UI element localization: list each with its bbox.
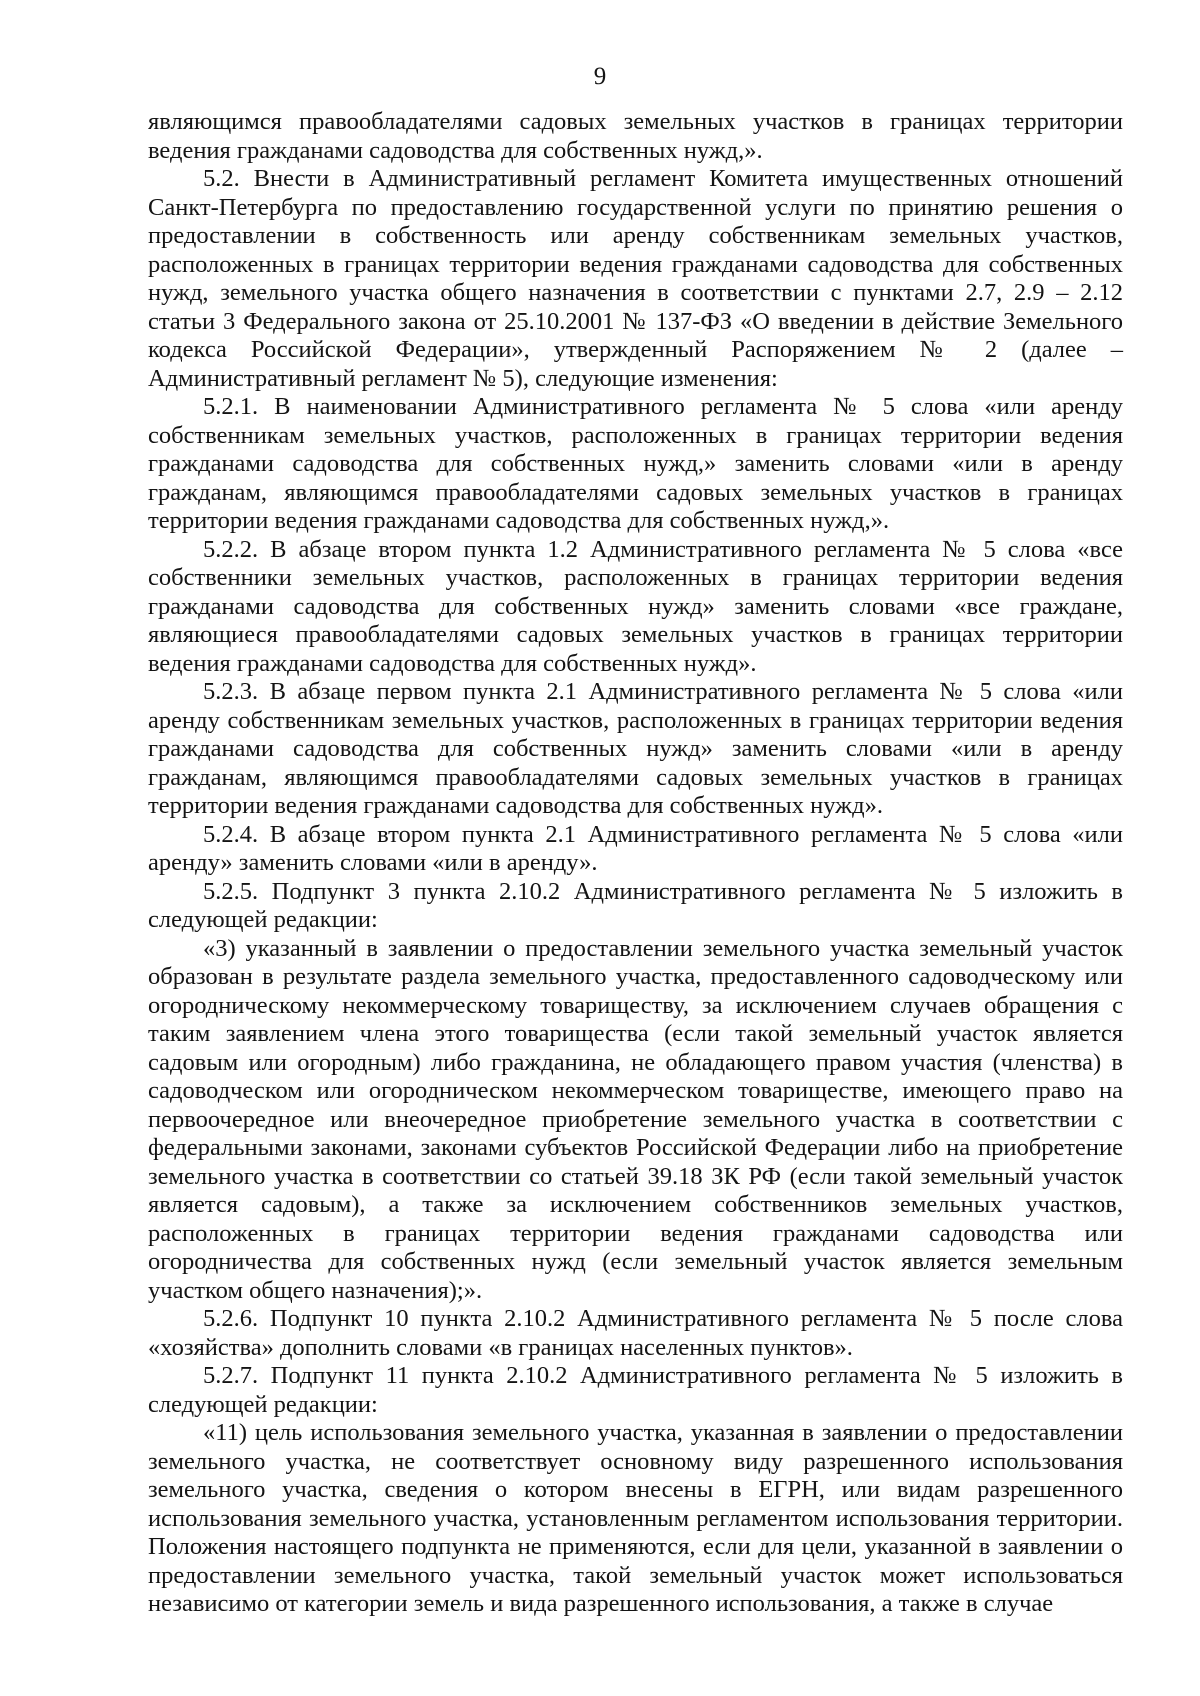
quoted-subparagraph-3: «3) указанный в заявлении о предоставлении земельного участка земельный участок образован в результате раздела земельного участка, предоставленного садоводческому или огородническому некоммерческому товариществу, за исключением случаев обращения с таким заявлением члена этого товарищества (если такой земельный участок является садовым или огородным) либо гражданина, не обладающего правом участия (членства) в садоводческом или огородническом некоммерческом товариществе, имеющего право на первоочередное или внеочередное приобретение земельного участка в соответствии с федеральными законами, законами субъектов Российской Федерации либо на приобретение земельного участка в соответствии со статьей 39.18 ЗК РФ (если такой земельный участок является садовым), а также за исключением собственников земельных участков, расположенных в границах территории ведения гражданами садоводства или огородничества для собственных нужд (если земельный участок является земельным участком общего назначения);». [148,934,1123,1304]
paragraph-5-2-6: 5.2.6. Подпункт 10 пункта 2.10.2 Административного регламента № 5 после слова «хозяйства» дополнить словами «в границах населенных пунктов». [148,1305,1123,1361]
paragraph-5-2-5: 5.2.5. Подпункт 3 пункта 2.10.2 Административного регламента № 5 изложить в следующей редакции: [148,877,1123,933]
paragraph-5-2: 5.2. Внести в Административный регламент Комитета имущественных отношений Санкт-Петербурга по предоставлению государственной услуги по принятию решения о предоставлении в собственность или аренду собственникам земельных участков, расположенных в границах территории ведения гражданами садоводства для собственных нужд, земельного участка общего назначения в соответствии с пунктами 2.7, 2.9 – 2.12 статьи 3 Федерального закона от 25.10.2001 № 137-ФЗ «О введении в действие Земельного кодекса Российской Федерации», утвержденный Распоряжением № 2 (далее – Административный регламент № 5), следующие изменения: [148,165,1123,392]
paragraph-5-2-4: 5.2.4. В абзаце втором пункта 2.1 Административного регламента № 5 слова «или аренду» заменить словами «или в аренду». [148,820,1123,876]
paragraph-5-2-2: 5.2.2. В абзаце втором пункта 1.2 Административного регламента № 5 слова «все собственники земельных участков, расположенных в границах территории ведения гражданами садоводства для собственных нужд» заменить словами «все граждане, являющиеся правообладателями садовых земельных участков в границах территории ведения гражданами садоводства для собственных нужд». [148,535,1123,677]
paragraph-continuation: являющимся правообладателями садовых земельных участков в границах территории ведения гражданами садоводства для собственных нужд,». [148,108,1123,164]
paragraph-5-2-3: 5.2.3. В абзаце первом пункта 2.1 Административного регламента № 5 слова «или аренду собственникам земельных участков, расположенных в границах территории ведения гражданами садоводства для собственных нужд» заменить словами «или в аренду гражданам, являющимся правообладателями садовых земельных участков в границах территории ведения гражданами садоводства для собственных нужд». [148,678,1123,819]
page-number: 9 [593,63,607,90]
quoted-subparagraph-11: «11) цель использования земельного участка, указанная в заявлении о предоставлении земельного участка, не соответствует основному виду разрешенного использования земельного участка, сведения о котором внесены в ЕГРН, или видам разрешенного использования земельного участка, установленным регламентом использования территории. Положения настоящего подпункта не применяются, если для цели, указанной в заявлении о предоставлении земельного участка, такой земельный участок может использоваться независимо от категории земель и вида разрешенного использования, а также в случае [148,1419,1123,1617]
paragraph-5-2-1: 5.2.1. В наименовании Административного регламента № 5 слова «или аренду собственникам земельных участков, расположенных в границах территории ведения гражданами садоводства для собственных нужд,» заменить словами «или в аренду гражданам, являющимся правообладателями садовых земельных участков в границах территории ведения гражданами садоводства для собственных нужд,». [148,393,1123,534]
paragraph-5-2-7: 5.2.7. Подпункт 11 пункта 2.10.2 Административного регламента № 5 изложить в следующей редакции: [148,1362,1123,1418]
document-body [148,108,1123,1619]
